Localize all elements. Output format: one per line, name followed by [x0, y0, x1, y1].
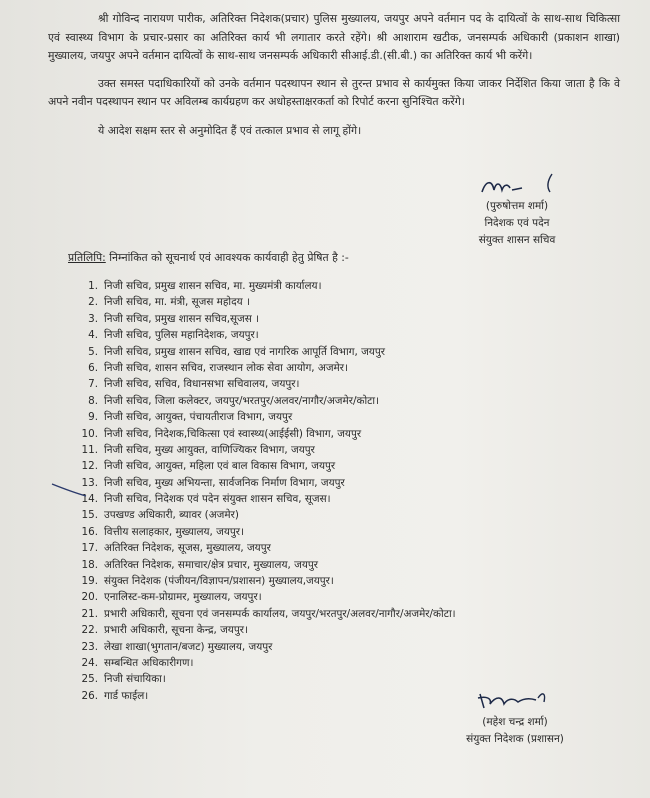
signatory-designation: संयुक्त निदेशक (प्रशासन): [466, 733, 564, 745]
signatory-name: (महेश चन्द्र शर्मा): [482, 716, 548, 728]
body-paragraph-2: उक्त समस्त पदाधिकारियों को उनके वर्तमान पदस्थापन स्थान से तुरन्त प्रभाव से कार्यमुक्त किया जाकर निर्देशित किया जाता है कि वे अपने नवीन पदस्थापन स्थान पर अविलम्ब कार्यग्रहण कर अधोहस्ताक्षरकर्ता को रिपोर्ट करना सुनिश्चित करेंगे।: [48, 76, 620, 109]
list-item: 23. लेखा शाखा(भुगतान/बजट) मुख्यालय, जयपुर: [81, 640, 273, 653]
list-item: 3. निजी सचिव, प्रमुख शासन सचिव,सूजस ।: [88, 312, 260, 325]
list-item: 26. गार्ड फाईल।: [81, 689, 149, 702]
list-item: 11. निजी सचिव, मुख्य आयुक्त, वाणिज्यिकर विभाग, जयपुर: [81, 443, 315, 456]
copy-to-list: [76, 278, 456, 704]
signatory-designation-line2: संयुक्त शासन सचिव: [478, 234, 556, 246]
handwritten-signature-icon: [452, 172, 582, 198]
list-item: 4. निजी सचिव, पुलिस महानिदेशक, जयपुर।: [88, 329, 259, 342]
signatory-designation-line1: निदेशक एवं पदेन: [484, 217, 550, 229]
handwritten-mark-icon: [50, 480, 90, 500]
list-item: 8. निजी सचिव, जिला कलेक्टर, जयपुर/भरतपुर/अलवर/नागौर/अजमेर/कोटा।: [88, 394, 380, 407]
list-item: 12. निजी सचिव, आयुक्त, महिला एवं बाल विकास विभाग, जयपुर: [81, 460, 336, 473]
copy-to-label: प्रतिलिपि:: [68, 251, 106, 264]
signature-block-director: [452, 172, 582, 249]
list-item: 18. अतिरिक्त निदेशक, समाचार/क्षेत्र प्रचार, मुख्यालय, जयपुर: [81, 558, 319, 571]
list-item: 21. प्रभारी अधिकारी, सूचना एवं जनसम्पर्क कार्यालय, जयपुर/भरतपुर/अलवर/नागौर/अजमेर/कोटा।: [81, 607, 456, 620]
closing-statement: ये आदेश सक्षम स्तर से अनुमोदित हैं एवं तत्काल प्रभाव से लागू होंगे।: [98, 123, 362, 137]
list-item: 15. उपखण्ड अधिकारी, ब्यावर (अजमेर): [81, 509, 239, 522]
list-item: 9. निजी सचिव, आयुक्त, पंचायतीराज विभाग, जयपुर: [88, 411, 293, 424]
list-item: 10. निजी सचिव, निदेशक,चिकित्सा एवं स्वास्थ्य(आईईसी) विभाग, जयपुर: [81, 427, 362, 440]
list-item: 24. सम्बन्धित अधिकारीगण।: [81, 656, 194, 669]
signature-block-joint-director: [440, 688, 590, 748]
handwritten-signature-icon: [440, 688, 590, 714]
list-item: 7. निजी सचिव, सचिव, विधानसभा सचिवालय, जयपुर।: [88, 378, 300, 391]
copy-to-text: निम्नांकित को सूचनार्थ एवं आवश्यक कार्यवाही हेतु प्रेषित है :-: [105, 251, 349, 264]
list-item: 5. निजी सचिव, प्रमुख शासन सचिव, खाद्य एवं नागरिक आपूर्ति विभाग, जयपुर: [88, 345, 385, 358]
body-paragraph-1: श्री गोविन्द नारायण पारीक, अतिरिक्त निदेशक(प्रचार) पुलिस मुख्यालय, जयपुर अपने वर्तमान पद के दायित्वों के साथ-साथ चिकित्सा एवं स्वास्थ्य विभाग के प्रचार-प्रसार का अतिरिक्त कार्य भी लगातार करते रहेंगे। श्री आशाराम खटीक, जनसम्पर्क अधिकारी (प्रकाशन शाखा) मुख्यालय, जयपुर अपने वर्तमान दायित्वों के साथ-साथ जनसम्पर्क अधिकारी सीआई.डी.(सी.बी.) का अतिरिक्त कार्य भी करेंगे।: [48, 12, 620, 63]
list-item: 2. निजी सचिव, मा. मंत्री, सूजस महोदय ।: [88, 296, 250, 309]
list-item: 6. निजी सचिव, शासन सचिव, राजस्थान लोक सेवा आयोग, अजमेर।: [88, 361, 348, 374]
list-item: 22. प्रभारी अधिकारी, सूचना केन्द्र, जयपुर।: [81, 624, 248, 637]
list-item: 16. वित्तीय सलाहकार, मुख्यालय, जयपुर।: [81, 525, 244, 538]
copy-to-heading: [68, 250, 349, 266]
list-item: 25. निजी संचायिका।: [81, 673, 166, 686]
list-item: 1. निजी सचिव, प्रमुख शासन सचिव, मा. मुख्यमंत्री कार्यालय।: [88, 280, 322, 292]
list-item: 19. संयुक्त निदेशक (पंजीयन/विज्ञापन/प्रशासन) मुख्यालय,जयपुर।: [81, 575, 334, 588]
list-item: 20. एनालिस्ट-कम-प्रोग्रामर, मुख्यालय, जयपुर।: [81, 591, 262, 604]
signatory-name: (पुरुषोत्तम शर्मा): [485, 200, 549, 212]
list-item: 13. निजी सचिव, मुख्य अभियन्ता, सार्वजनिक निर्माण विभाग, जयपुर: [81, 476, 345, 489]
list-item: 14. निजी सचिव, निदेशक एवं पदेन संयुक्त शासन सचिव, सूजस।: [81, 493, 331, 506]
list-item: 17. अतिरिक्त निदेशक, सूजस, मुख्यालय, जयपुर: [81, 542, 271, 555]
